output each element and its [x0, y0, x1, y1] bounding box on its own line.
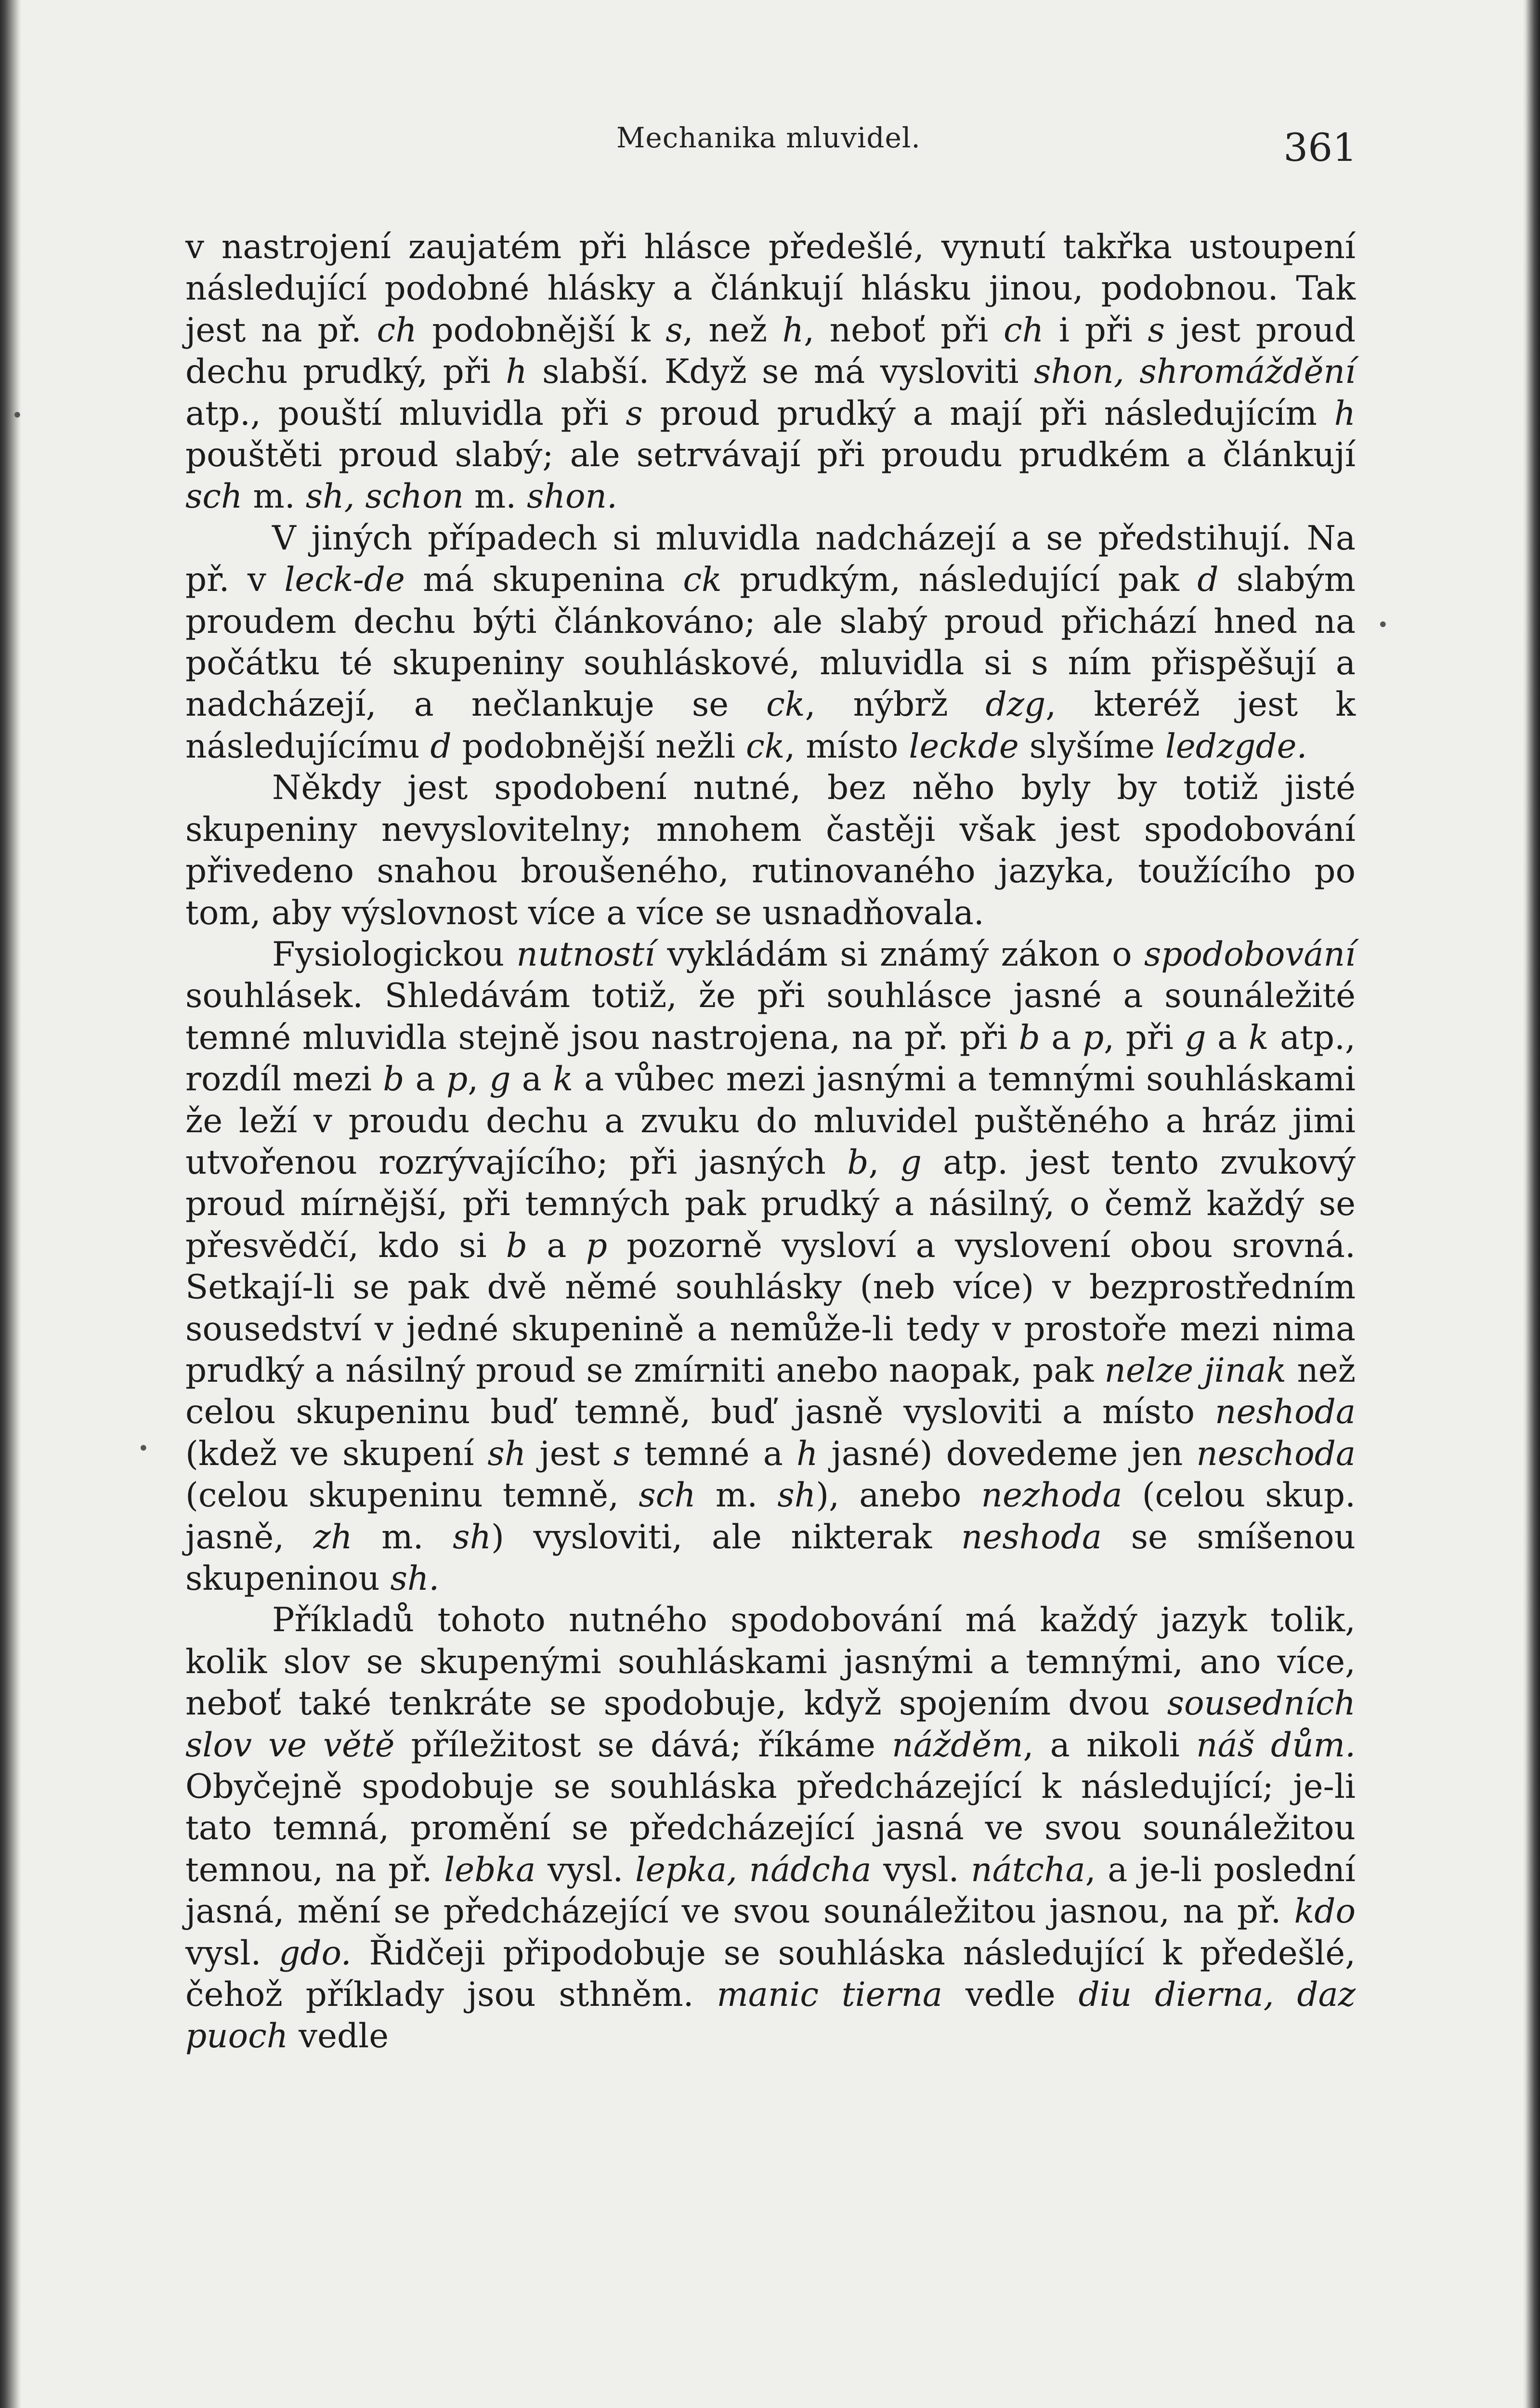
italic-term: p — [446, 1060, 468, 1099]
italic-term: p — [586, 1226, 607, 1265]
text-run: podobnější nežli — [451, 727, 746, 766]
text-run: slabým proudem dechu býti článkováno; ale slabý proud přichází hned na počátku té skupeniny souhláskové, mluvidla si s ním přispěšují a nadcházejí, a nečlankuje se — [185, 561, 1356, 724]
text-run: (celou skupeninu temně, — [185, 1476, 639, 1515]
margin-speck: • — [12, 405, 23, 427]
italic-term: h — [796, 1434, 818, 1473]
italic-term: k — [553, 1060, 573, 1099]
text-run: vysl. — [535, 1850, 635, 1889]
text-run: a — [404, 1060, 447, 1099]
text-run: , — [868, 1143, 901, 1182]
italic-term: sh. — [390, 1559, 440, 1598]
running-header: Mechanika mluvidel. — [616, 121, 921, 154]
paragraph — [185, 767, 1356, 934]
italic-term: nutností — [516, 935, 655, 974]
italic-term: ck — [745, 727, 785, 766]
italic-term: h — [1334, 394, 1356, 433]
text-run: , — [468, 1060, 490, 1099]
italic-term: d — [430, 727, 452, 766]
text-run: jest — [526, 1434, 613, 1473]
italic-term: leck-de — [284, 561, 405, 600]
text-run: pozorně vysloví a vyslovení obou srovná. Setkají-li se pak dvě němé souhlásky (neb více) v bezprostředním sousedství v jedné skupenině a nemůže-li tedy v prostoře mezi nima prudký a násilný proud se zmírniti anebo naopak, pak — [185, 1226, 1356, 1390]
italic-term: leckde — [909, 727, 1019, 766]
italic-term: sh — [487, 1434, 526, 1473]
italic-term: sh, schon — [305, 477, 464, 516]
italic-term: ch — [1004, 311, 1044, 350]
italic-term: ch — [377, 311, 417, 350]
text-run: vedle — [942, 1976, 1079, 2015]
italic-term: gdo. — [279, 1934, 352, 1973]
italic-term: b — [1018, 1018, 1040, 1057]
italic-term: lepka, nádcha — [635, 1850, 872, 1889]
italic-term: nážděm — [892, 1726, 1023, 1765]
margin-speck: • — [138, 1438, 149, 1460]
text-run: jasné) dovedeme jen — [818, 1434, 1197, 1473]
text-run: V jiných případech si mluvidla nadcházejí a se předstihují. Na př. v — [185, 519, 1356, 600]
text-run: , kteréž jest k následujícímu — [185, 685, 1356, 766]
italic-term: sch — [639, 1476, 696, 1515]
italic-term: manic tierna — [717, 1976, 943, 2015]
text-run: Řidčeji připodobuje se souhláska následující k předešlé, čehož příklady jsou sthněm. — [185, 1934, 1356, 2015]
text-run: Obyčejně spodobuje se souhláska předcházející k následující; je-li tato temná, promění se předcházející jasná ve svou sounáležitou temnou, na př. — [185, 1767, 1356, 1889]
italic-term: zh — [313, 1518, 352, 1557]
text-run: m. — [695, 1476, 778, 1515]
italic-term: lebka — [444, 1850, 536, 1889]
text-run: než celou skupeninu buď temně, buď jasně vysloviti a místo — [185, 1351, 1356, 1432]
italic-term: nátcha — [971, 1850, 1085, 1889]
italic-term: neshoda — [1215, 1393, 1356, 1432]
text-run: ) vysloviti, ale nikterak — [491, 1518, 961, 1557]
italic-term: sh — [453, 1518, 492, 1557]
text-run: se smíšenou skupeninou — [185, 1518, 1356, 1598]
text-run: vysl. — [871, 1850, 971, 1889]
italic-term: sch — [185, 477, 243, 516]
italic-term: shon, shromáždění — [1034, 353, 1356, 392]
italic-term: shon. — [527, 477, 617, 516]
text-run: , místo — [784, 727, 909, 766]
text-run: atp., rozdíl mezi — [185, 1018, 1356, 1099]
italic-term: dzg — [985, 685, 1046, 724]
page-number: 361 — [1283, 125, 1357, 170]
italic-term: nelze jinak — [1104, 1351, 1287, 1390]
text-run: proud prudký a mají při následujícím — [642, 394, 1334, 433]
italic-term: s — [613, 1434, 631, 1473]
text-run: , nýbrž — [805, 685, 986, 724]
text-run: , při — [1104, 1018, 1185, 1057]
text-run: pouštěti proud slabý; ale setrvávají při proudu prudkém a článkují — [185, 436, 1356, 475]
italic-term: d — [1197, 561, 1219, 600]
text-run: atp. jest tento zvukový proud mírnější, při temných pak prudký a násilný, o čemž každý se přesvědčí, kdo si — [185, 1143, 1356, 1265]
text-run: a — [1206, 1018, 1249, 1057]
italic-term: s — [626, 394, 643, 433]
text-run: slabší. Když se má vysloviti — [527, 353, 1034, 392]
italic-term: b — [383, 1060, 405, 1099]
italic-term: s — [1148, 311, 1165, 350]
italic-term: spodobování — [1144, 935, 1356, 974]
italic-term: neschoda — [1196, 1434, 1356, 1473]
text-run: a — [527, 1226, 586, 1265]
paragraph — [185, 1599, 1356, 2057]
italic-term: ck — [766, 685, 805, 724]
text-run: (kdež ve skupení — [185, 1434, 488, 1473]
text-run: m. — [242, 477, 306, 516]
italic-term: kdo — [1294, 1892, 1356, 1931]
page-edge-right — [1523, 0, 1540, 2408]
text-run: vykládám si známý zákon o — [655, 935, 1144, 974]
italic-term: neshoda — [961, 1518, 1102, 1557]
text-run: , a je-li poslední jasná, mění se předcházející ve svou sounáležitou jasnou, na př. — [185, 1850, 1356, 1931]
text-run: slyšíme — [1018, 727, 1165, 766]
text-run: v nastrojení zaujatém při hlásce předešlé, vynutí takřka ustoupení následující podobné hlásky a článkují hlásku jinou, podobnou. Tak jest na př. — [185, 228, 1356, 350]
text-run: Příkladů tohoto nutného spodobování má každý jazyk tolik, kolik slov se skupenými souhláskami jasnými a temnými, ano více, neboť také tenkráte se spodobuje, když spojením dvou — [185, 1601, 1356, 1723]
text-run: souhlásek. Shledávám totiž, že při souhlásce jasné a sounáležité temné mluvidla stejně jsou nastrojena, na př. při — [185, 977, 1356, 1057]
body-text — [185, 226, 1356, 2057]
text-run: vysl. — [185, 1934, 279, 1973]
italic-term: k — [1248, 1018, 1269, 1057]
text-run: a — [1040, 1018, 1083, 1057]
text-run: a — [510, 1060, 553, 1099]
italic-term: h — [506, 353, 527, 392]
text-run: (celou skup. jasně, — [185, 1476, 1356, 1557]
italic-term: b — [506, 1226, 528, 1265]
text-run: , neboť při — [804, 311, 1004, 350]
italic-term: h — [782, 311, 804, 350]
italic-term: s — [666, 311, 683, 350]
text-run: i při — [1044, 311, 1148, 350]
text-run: podobnější k — [417, 311, 666, 350]
text-run: temné a — [630, 1434, 796, 1473]
italic-term: náš dům. — [1196, 1726, 1356, 1765]
italic-term: b — [847, 1143, 869, 1182]
paragraph — [185, 226, 1356, 518]
text-run: , než — [682, 311, 783, 350]
text-run: m. — [463, 477, 527, 516]
text-run: Fysiologickou — [272, 935, 517, 974]
page-edge-left — [0, 0, 21, 2408]
italic-term: sousedních slov ve větě — [185, 1684, 1356, 1765]
text-run: ), anebo — [816, 1476, 981, 1515]
italic-term: ledzgde. — [1165, 727, 1307, 766]
italic-term: nezhoda — [981, 1476, 1122, 1515]
text-run: jest proud dechu prudký, při — [185, 311, 1356, 392]
margin-speck: • — [1377, 614, 1389, 636]
italic-term: ck — [683, 561, 722, 600]
text-run: , a nikoli — [1023, 1726, 1196, 1765]
italic-term: g — [1185, 1018, 1206, 1057]
italic-term: g — [900, 1143, 922, 1182]
italic-term: p — [1082, 1018, 1104, 1057]
italic-term: g — [489, 1060, 511, 1099]
italic-term: sh — [777, 1476, 816, 1515]
text-run: příležitost se dává; říkáme — [394, 1726, 892, 1765]
text-run: prudkým, následující pak — [721, 561, 1198, 600]
text-run: má skupenina — [405, 561, 683, 600]
text-run: atp., pouští mluvidla při — [185, 394, 626, 433]
text-run: a vůbec mezi jasnými a temnými souhláskami že leží v proudu dechu a zvuku do mluvidel puštěného a hráz jimi utvořenou rozrývajícího; při jasných — [185, 1060, 1356, 1182]
text-run: vedle — [288, 2017, 389, 2056]
text-run: Někdy jest spodobení nutné, bez něho byly by totiž jisté skupeniny nevyslovitelny; mnohem častěji však jest spodobování přivedeno snahou broušeného, rutinovaného jazyka, toužícího po tom, aby výslovnost více a více se usnadňovala. — [185, 769, 1356, 932]
text-run: m. — [352, 1518, 453, 1557]
italic-term: diu dierna, daz puoch — [185, 1976, 1356, 2056]
paragraph — [185, 518, 1356, 767]
paragraph — [185, 934, 1356, 1600]
